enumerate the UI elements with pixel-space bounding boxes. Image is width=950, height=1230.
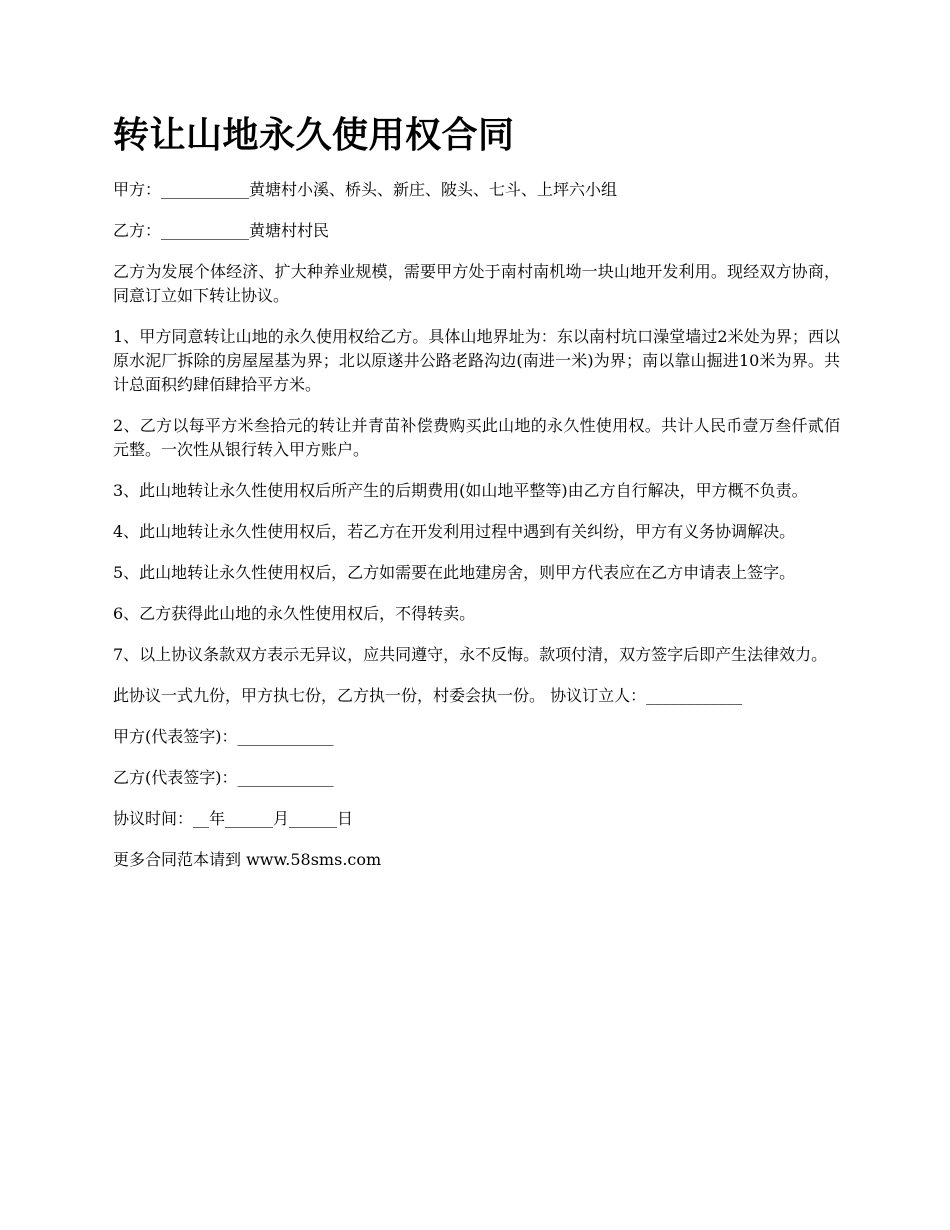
copies-and-signatory-line: 此协议一式九份，甲方执七份，乙方执一份，村委会执一份。 协议订立人：____________ bbox=[113, 686, 743, 705]
clause-4: 4、此山地转让永久性使用权后，若乙方在开发利用过程中遇到有关纠纷，甲方有义务协调解决。 bbox=[113, 522, 796, 541]
document-body bbox=[113, 178, 840, 889]
clause-1: 1、甲方同意转让山地的永久使用权给乙方。具体山地界址为：东以南村坑口澡堂墙过2米处为界；西以原水泥厂拆除的房屋屋基为界；北以原遂井公路老路沟边(南进一米)为界；南以靠山掘进10米为界。共计总面积约肆佰肆拾平方米。 bbox=[113, 327, 840, 394]
clause-2: 2、乙方以每平方米叁拾元的转让并青苗补偿费购买此山地的永久性使用权。共计人民币壹万叁仟贰佰元整。一次性从银行转入甲方账户。 bbox=[113, 416, 840, 459]
clause-6: 6、乙方获得此山地的永久性使用权后，不得转卖。 bbox=[113, 604, 476, 623]
clause-3: 3、此山地转让永久性使用权后所产生的后期费用(如山地平整等)由乙方自行解决，甲方概不负责。 bbox=[113, 481, 808, 500]
party-a-line: 甲方：___________黄塘村小溪、桥头、新庄、陂头、七斗、上坪六小组 bbox=[113, 180, 618, 199]
party-b-line: 乙方：___________黄塘村村民 bbox=[113, 221, 330, 240]
preamble-paragraph: 乙方为发展个体经济、扩大种养业规模，需要甲方处于南村南机坳一块山地开发利用。现经双方协商，同意订立如下转让协议。 bbox=[113, 262, 840, 305]
document-title: 转让山地永久使用权合同 bbox=[113, 114, 515, 156]
party-a-signature-line: 甲方(代表签字)：____________ bbox=[113, 727, 334, 746]
clause-5: 5、此山地转让永久性使用权后，乙方如需要在此地建房舍，则甲方代表应在乙方申请表上签字。 bbox=[113, 563, 796, 582]
clause-7: 7、以上协议条款双方表示无异议，应共同遵守，永不反悔。款项付清，双方签字后即产生法律效力。 bbox=[113, 645, 828, 664]
agreement-date-line: 协议时间：__年______月______日 bbox=[113, 809, 354, 828]
footer-more-templates: 更多合同范本请到 www.58sms.com bbox=[113, 850, 382, 869]
party-b-signature-line: 乙方(代表签字)：____________ bbox=[113, 768, 334, 787]
